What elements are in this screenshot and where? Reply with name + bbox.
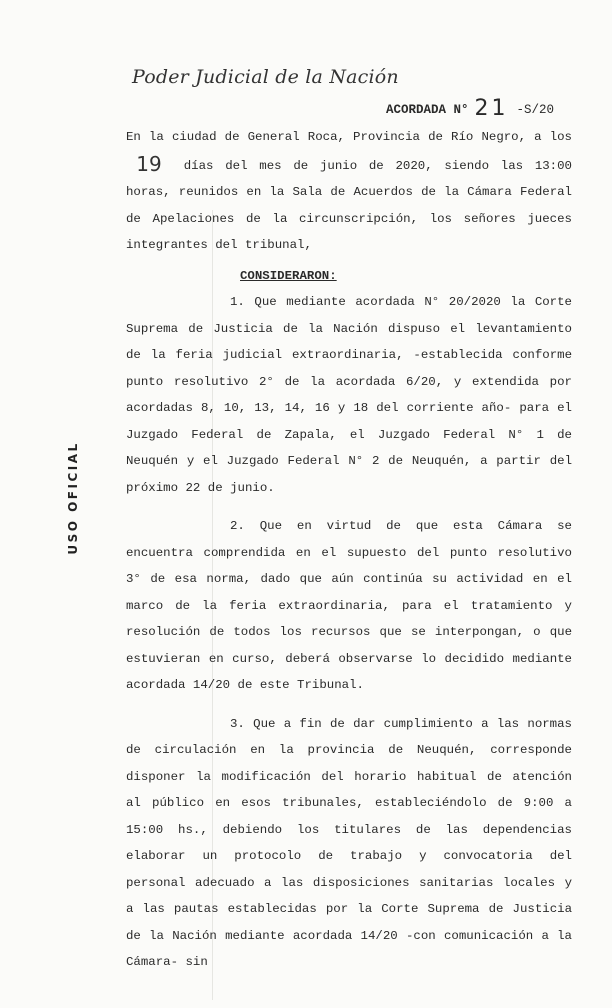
- institution-header: Poder Judicial de la Nación: [132, 66, 399, 88]
- considerations-heading: CONSIDERARON:: [240, 268, 337, 283]
- intro-after-day: días del mes de junio de 2020, siendo las 13:00 horas, reunidos en la Sala de Acuerdos de la Cámara Federal de Apelaciones de la circunscripción, los señores jueces integrantes del tribunal,: [126, 158, 572, 252]
- acordada-label: ACORDADA N°: [386, 103, 469, 117]
- acordada-number-handwritten: 21: [474, 96, 509, 121]
- acordada-suffix: -S/20: [516, 103, 555, 117]
- intro-before-day: En la ciudad de General Roca, Provincia de Río Negro, a los: [126, 130, 572, 144]
- paragraph-2: 2. Que en virtud de que esta Cámara se encuentra comprendida en el supuesto del punto resolutivo 3° de esa norma, dado que aún continúa su actividad en el marco de la feria extraordinaria, para el tratamiento y resolución de todos los recursos que se interpongan, o que estuvieran en curso, deberá observarse lo decidido mediante acordada 14/20 de este Tribunal.: [126, 519, 572, 692]
- paragraph-1: 1. Que mediante acordada N° 20/2020 la Corte Suprema de Justicia de la Nación dispuso el levantamiento de la feria judicial extraordinaria, -establecida conforme punto resolutivo 2° de la acordada 6/20, y extendida por acordadas 8, 10, 13, 14, 16 y 18 del corriente año- para el Juzgado Federal de Zapala, el Juzgado Federal N° 1 de Neuquén y el Juzgado Federal N° 2 de Neuquén, a partir del próximo 22 de junio.: [126, 295, 572, 495]
- acordada-number-line: [386, 96, 586, 121]
- intro-paragraph: [126, 124, 572, 259]
- document-body: [126, 124, 572, 976]
- uso-oficial-stamp: USO OFICIAL: [66, 441, 80, 555]
- paragraph-3: 3. Que a fin de dar cumplimiento a las normas de circulación en la provincia de Neuquén, corresponde disponer la modificación del horario habitual de atención al público en esos tribunales, estableciéndolo de 9:00 a 15:00 hs., debiendo los titulares de las dependencias elaborar un protocolo de trabajo y convocatoria del personal adecuado a las disposiciones sanitarias locales y a las pautas establecidas por la Corte Suprema de Justicia de la Nación mediante acordada 14/20 -con comunicación a la Cámara- sin: [126, 716, 572, 969]
- day-handwritten: 19: [136, 151, 162, 176]
